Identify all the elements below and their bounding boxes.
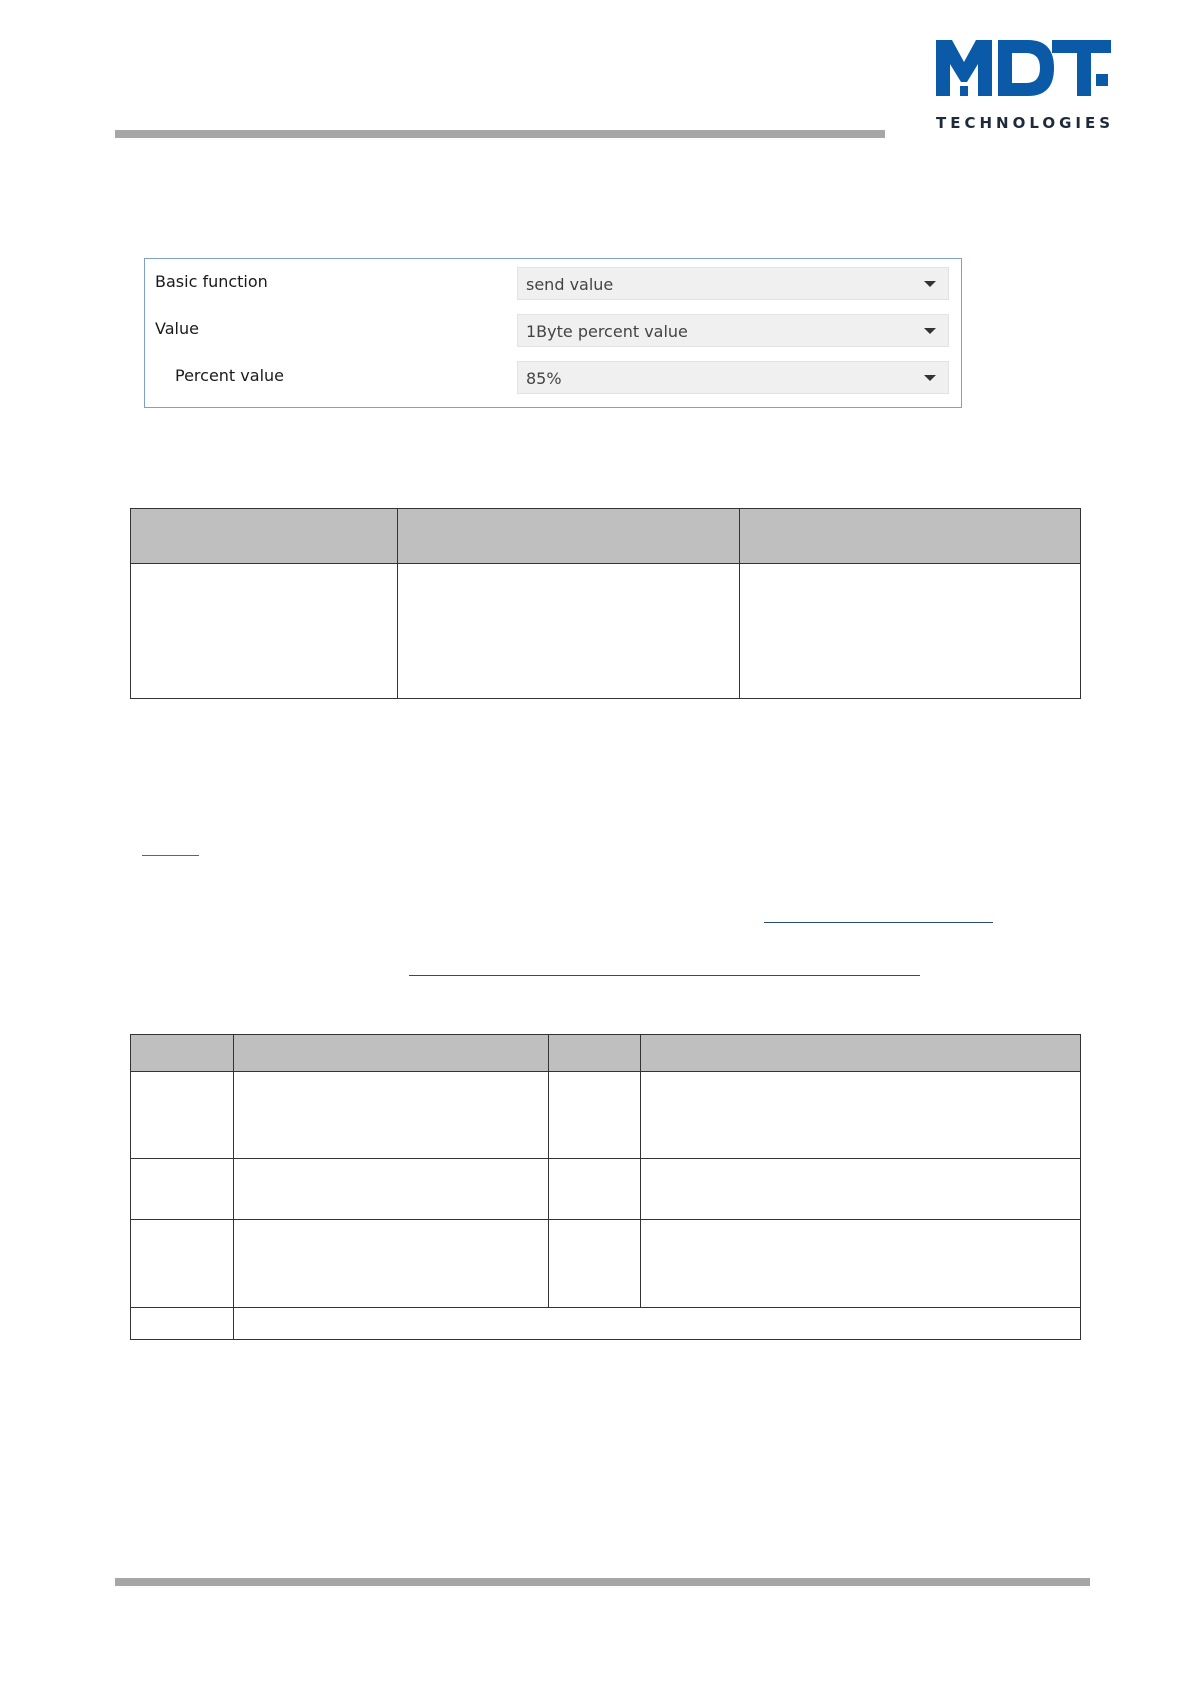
table-header-cell bbox=[549, 1035, 641, 1072]
table-cell bbox=[641, 1159, 1081, 1220]
table-cell bbox=[234, 1308, 1081, 1340]
footer-rule bbox=[115, 1578, 1090, 1586]
param-row-value bbox=[145, 309, 961, 349]
param-label: Basic function bbox=[155, 272, 268, 291]
percent-value-select[interactable] bbox=[517, 361, 949, 394]
table-cell bbox=[641, 1220, 1081, 1308]
table-cell bbox=[131, 564, 398, 699]
table-header-cell bbox=[234, 1035, 549, 1072]
table-cell bbox=[234, 1220, 549, 1308]
table-cell bbox=[398, 564, 740, 699]
table-row bbox=[131, 1220, 1081, 1308]
table-cell bbox=[131, 1220, 234, 1308]
table-row bbox=[131, 1159, 1081, 1220]
select-value: 1Byte percent value bbox=[526, 322, 688, 341]
table-header-cell bbox=[641, 1035, 1081, 1072]
param-row-percent-value bbox=[145, 356, 961, 396]
hyperlink-underline[interactable] bbox=[764, 922, 993, 923]
table-header-cell bbox=[740, 509, 1081, 564]
mdt-logo-mark bbox=[936, 40, 1111, 102]
hyperlink-underline[interactable] bbox=[142, 855, 199, 856]
table-header-row bbox=[131, 509, 1081, 564]
table-row bbox=[131, 1072, 1081, 1159]
table-row bbox=[131, 1308, 1081, 1340]
table-cell bbox=[234, 1072, 549, 1159]
parameter-table bbox=[130, 508, 1081, 699]
value-select[interactable] bbox=[517, 314, 949, 347]
table-header-cell bbox=[131, 1035, 234, 1072]
select-value: send value bbox=[526, 275, 614, 294]
param-row-basic-function bbox=[145, 262, 961, 302]
communication-objects-table bbox=[130, 1034, 1081, 1340]
hyperlink-underline[interactable] bbox=[409, 975, 920, 976]
logo-subtitle: TECHNOLOGIES bbox=[936, 114, 1115, 132]
dropdown-arrow-icon bbox=[924, 375, 936, 381]
dropdown-arrow-icon bbox=[924, 281, 936, 287]
param-label: Value bbox=[155, 319, 199, 338]
select-value: 85% bbox=[526, 369, 562, 388]
table-cell bbox=[549, 1220, 641, 1308]
table-cell bbox=[740, 564, 1081, 699]
table-cell bbox=[131, 1159, 234, 1220]
table-header-cell bbox=[398, 509, 740, 564]
table-cell bbox=[641, 1072, 1081, 1159]
table-cell bbox=[549, 1159, 641, 1220]
table-cell bbox=[131, 1308, 234, 1340]
header-rule bbox=[115, 130, 885, 138]
parameter-panel bbox=[144, 258, 962, 408]
mdt-logo bbox=[936, 40, 1116, 135]
table-row bbox=[131, 564, 1081, 699]
table-cell bbox=[131, 1072, 234, 1159]
table-cell bbox=[549, 1072, 641, 1159]
table-header-row bbox=[131, 1035, 1081, 1072]
dropdown-arrow-icon bbox=[924, 328, 936, 334]
param-label: Percent value bbox=[175, 366, 284, 385]
basic-function-select[interactable] bbox=[517, 267, 949, 300]
table-cell bbox=[234, 1159, 549, 1220]
table-header-cell bbox=[131, 509, 398, 564]
